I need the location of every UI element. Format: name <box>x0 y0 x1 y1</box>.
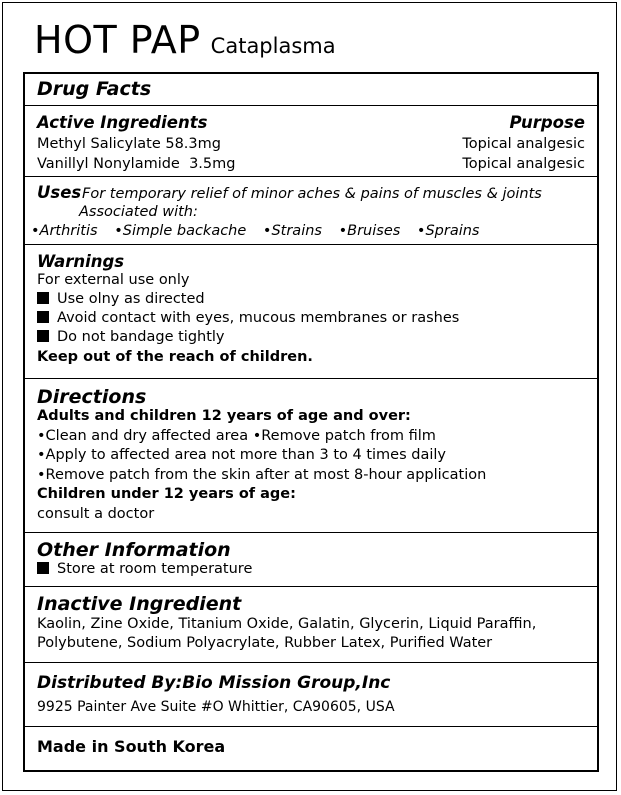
ingredient-purpose: Topical analgesic <box>462 156 585 172</box>
other-info-section <box>25 533 597 587</box>
square-bullet-icon <box>37 562 49 574</box>
uses-section <box>25 177 597 245</box>
directions-header: Directions <box>37 386 147 408</box>
uses-item: •Sprains <box>416 223 480 239</box>
uses-text: For temporary relief of minor aches & pains of muscles & joints <box>82 186 542 202</box>
inactive-header: Inactive Ingredient <box>37 593 242 615</box>
warnings-header: Warnings <box>37 252 125 271</box>
square-bullet-icon <box>37 292 49 304</box>
square-bullet-icon <box>37 330 49 342</box>
directions-line: •Clean and dry affected area •Remove patch from film <box>37 428 436 444</box>
warning-item: Use olny as directed <box>37 291 205 307</box>
square-bullet-icon <box>37 311 49 323</box>
directions-adults: Adults and children 12 years of age and over: <box>37 408 411 424</box>
warnings-external: For external use only <box>37 272 190 288</box>
warnings-section <box>25 245 597 379</box>
inactive-line: Kaolin, Zine Oxide, Titanium Oxide, Galatin, Glycerin, Liquid Paraffin, <box>37 616 537 632</box>
distributor-address: 9925 Painter Ave Suite #O Whittier, CA90605, USA <box>37 699 395 715</box>
other-info-item: Store at room temperature <box>37 561 252 577</box>
directions-consult: consult a doctor <box>37 506 155 522</box>
warning-item: Do not bandage tightly <box>37 329 225 345</box>
directions-section <box>25 379 597 533</box>
other-info-header: Other Information <box>37 539 231 561</box>
inactive-section <box>25 587 597 663</box>
warnings-children: Keep out of the reach of children. <box>37 349 313 365</box>
active-ingredients-header: Active Ingredients <box>37 113 208 132</box>
warning-item: Avoid contact with eyes, mucous membranes or rashes <box>37 310 459 326</box>
purpose-header: Purpose <box>509 113 585 132</box>
uses-item: •Bruises <box>338 223 401 239</box>
uses-item: •Strains <box>262 223 322 239</box>
uses-item: •Arthritis <box>31 223 98 239</box>
active-ingredients-section <box>25 106 597 177</box>
ingredient-purpose: Topical analgesic <box>462 136 585 152</box>
distributor-section <box>25 663 597 727</box>
uses-header: Uses <box>37 183 82 202</box>
distributor-header: Distributed By:Bio Mission Group,Inc <box>37 673 391 693</box>
uses-item: •Simple backache <box>114 223 247 239</box>
uses-list <box>31 223 492 239</box>
drug-facts-title: Drug Facts <box>37 78 152 100</box>
directions-children: Children under 12 years of age: <box>37 486 296 502</box>
made-in: Made in South Korea <box>37 737 226 756</box>
origin-section <box>25 727 597 770</box>
product-subtitle: Cataplasma <box>210 34 336 58</box>
drug-facts-section <box>25 74 597 106</box>
uses-associated: Associated with: <box>79 204 198 220</box>
product-name: HOT PAP <box>34 18 201 62</box>
inactive-line: Polybutene, Sodium Polyacrylate, Rubber Latex, Purified Water <box>37 635 493 651</box>
product-title <box>34 18 336 62</box>
directions-line: •Apply to affected area not more than 3 to 4 times daily <box>37 447 446 463</box>
ingredient-name: Vanillyl Nonylamide 3.5mg <box>37 156 236 172</box>
directions-line: •Remove patch from the skin after at most 8-hour application <box>37 467 487 483</box>
ingredient-name: Methyl Salicylate 58.3mg <box>37 136 221 152</box>
drug-facts-panel <box>23 72 599 772</box>
